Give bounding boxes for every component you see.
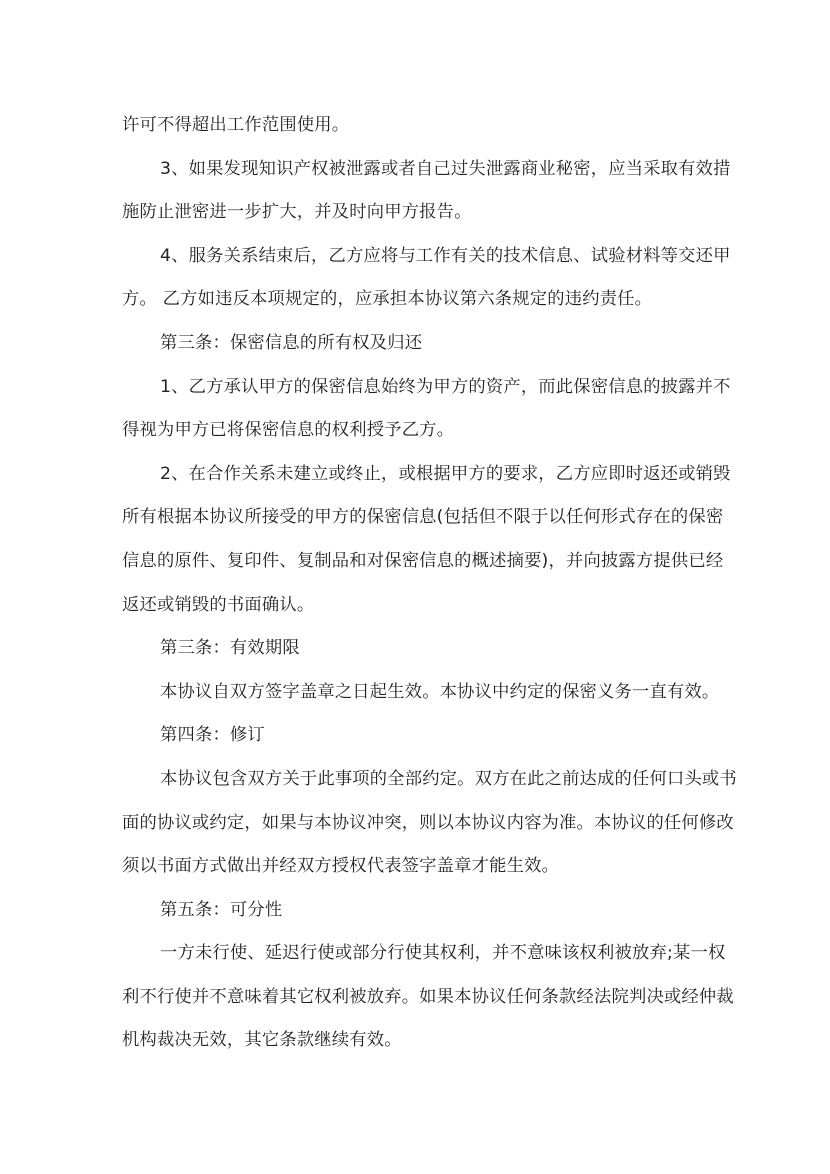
paragraph <box>122 366 731 453</box>
text-line: 许可不得超出工作范围使用。 <box>122 115 350 135</box>
section-heading <box>122 322 712 366</box>
section-heading <box>122 714 712 758</box>
text-line: 信息的原件、复印件、复制品和对保密信息的概述摘要)，并向披露方提供已经 <box>122 550 724 571</box>
paragraph <box>122 758 737 889</box>
text-line: 本协议包含双方关于此事项的全部约定。双方在此之前达成的任何口头或书 <box>160 768 737 789</box>
text-line: 2、在合作关系未建立或终止，或根据甲方的要求，乙方应即时返还或销毁 <box>160 463 731 484</box>
paragraph <box>122 671 720 715</box>
text-line: 得视为甲方已将保密信息的权利授予乙方。 <box>122 420 455 441</box>
section-heading <box>122 627 712 671</box>
text-line: 第四条：修订 <box>160 725 265 746</box>
text-line: 利不行使并不意味着其它权利被放弃。如果本协议任何条款经法院判决或经仲裁 <box>122 986 734 1007</box>
text-line: 第三条：有效期限 <box>160 638 300 659</box>
text-line: 本协议自双方签字盖章之日起生效。本协议中约定的保密义务一直有效。 <box>160 681 720 702</box>
text-line: 方。 乙方如违反本项规定的，应承担本协议第六条规定的违约责任。 <box>122 289 653 310</box>
text-line: 施防止泄密进一步扩大，并及时向甲方报告。 <box>122 202 472 223</box>
document-body <box>122 104 737 1063</box>
text-line: 机构裁决无效，其它条款继续有效。 <box>122 1030 402 1051</box>
paragraph <box>122 104 712 148</box>
text-line: 须以书面方式做出并经双方授权代表签字盖章才能生效。 <box>122 856 560 877</box>
text-line: 第五条：可分性 <box>160 899 283 920</box>
paragraph <box>122 932 734 1063</box>
text-line: 一方未行使、延迟行使或部分行使其权利，并不意味该权利被放弃;某一权 <box>160 943 726 964</box>
text-line: 所有根据本协议所接受的甲方的保密信息(包括但不限于以任何形式存在的保密 <box>122 507 724 528</box>
paragraph <box>122 453 731 627</box>
text-line: 3、如果发现知识产权被泄露或者自己过失泄露商业秘密，应当采取有效措 <box>160 158 731 179</box>
text-line: 面的协议或约定，如果与本协议冲突，则以本协议内容为准。本协议的任何修改 <box>122 812 734 833</box>
text-line: 第三条：保密信息的所有权及归还 <box>160 332 423 353</box>
paragraph <box>122 235 731 322</box>
text-line: 返还或销毁的书面确认。 <box>122 594 315 615</box>
paragraph <box>122 148 731 235</box>
text-line: 4、服务关系结束后，乙方应将与工作有关的技术信息、试验材料等交还甲 <box>160 245 731 266</box>
section-heading <box>122 889 712 933</box>
text-line: 1、乙方承认甲方的保密信息始终为甲方的资产，而此保密信息的披露并不 <box>160 376 731 397</box>
